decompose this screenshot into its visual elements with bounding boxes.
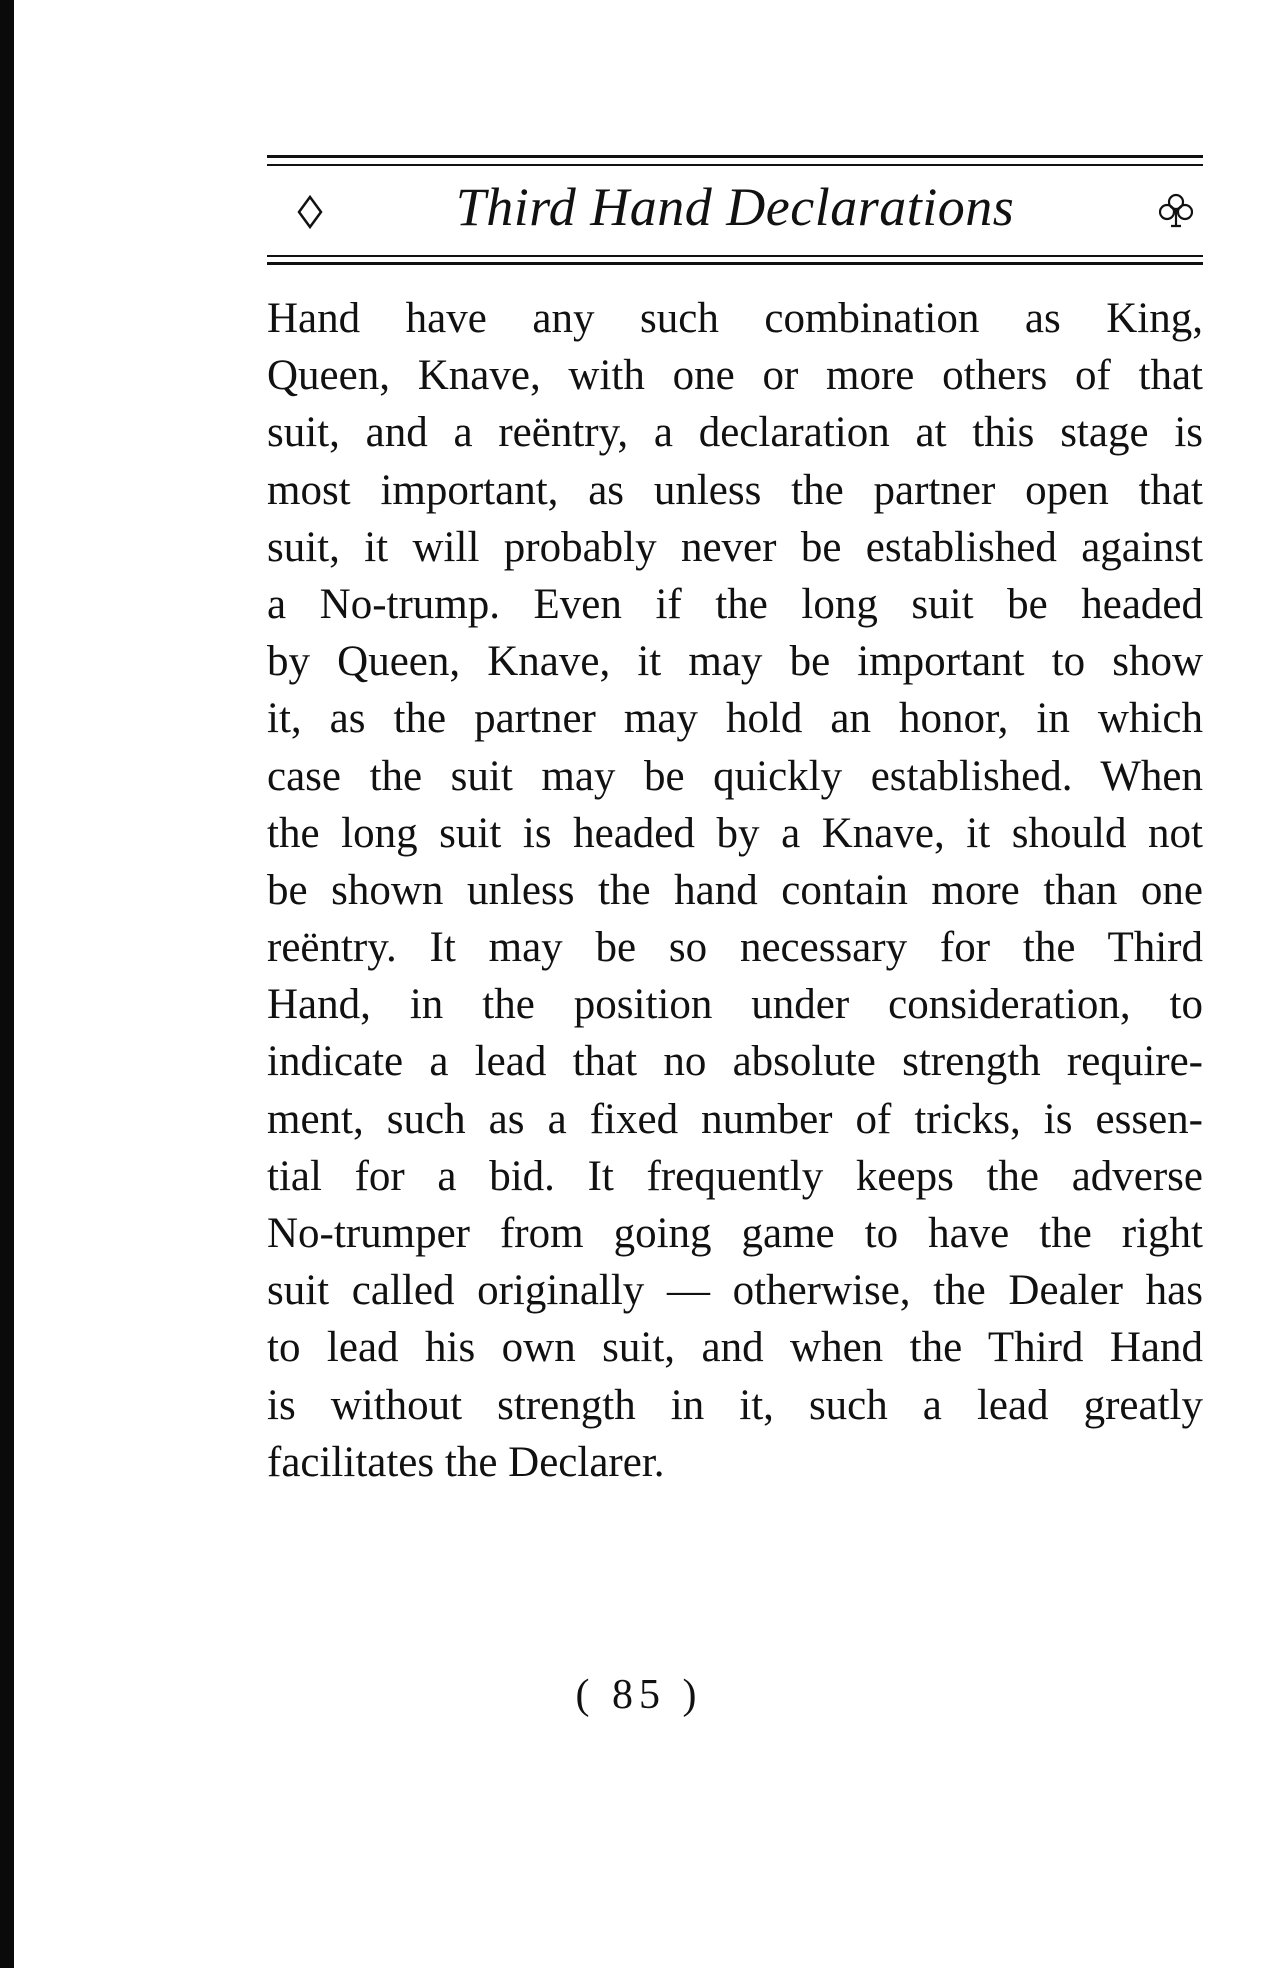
text-line: a No-trump. Even if the long suit be headed: [267, 580, 1203, 628]
text-line: by Queen, Knave, it may be important to show: [267, 638, 1203, 686]
header-rule-top-thin: [267, 164, 1203, 166]
text-line: facilitates the Declarer.: [267, 1438, 665, 1486]
text-line: tial for a bid. It frequently keeps the adverse: [267, 1152, 1203, 1200]
running-title: Third Hand Declarations: [455, 177, 1015, 237]
text-line: suit, it will probably never be established against: [267, 523, 1203, 571]
text-line: ment, such as a fixed number of tricks, is essen-: [267, 1095, 1203, 1143]
header-rule-top: [267, 155, 1203, 158]
text-line: indicate a lead that no absolute strength require-: [267, 1038, 1203, 1086]
text-line: to lead his own suit, and when the Third Hand: [267, 1324, 1203, 1372]
text-line: the long suit is headed by a Knave, it should not: [267, 809, 1203, 857]
text-line: No-trumper from going game to have the right: [267, 1210, 1203, 1257]
text-line: suit, and a reëntry, a declaration at this stage is: [267, 409, 1203, 457]
text-line: most important, as unless the partner open that: [267, 466, 1203, 514]
header-rule-bottom: [267, 262, 1203, 265]
text-line: it, as the partner may hold an honor, in which: [267, 695, 1203, 743]
text-line: case the suit may be quickly established. When: [267, 752, 1203, 800]
header-rule-bottom-thin: [267, 255, 1203, 257]
text-line: suit called originally — otherwise, the Dealer has: [267, 1267, 1203, 1315]
text-line: be shown unless the hand contain more than one: [267, 866, 1203, 914]
text-line: is without strength in it, such a lead greatly: [267, 1381, 1203, 1429]
text-line: reëntry. It may be so necessary for the Third: [267, 924, 1203, 972]
club-suit-icon: [1159, 193, 1193, 229]
header-row: [267, 175, 1203, 245]
page-number: ( 85 ): [575, 1672, 703, 1718]
text-line: Hand have any such combination as King,: [267, 295, 1203, 342]
body-paragraph: [267, 290, 1203, 1491]
text-line: Hand, in the position under consideration, to: [267, 981, 1203, 1029]
text-line: Queen, Knave, with one or more others of that: [267, 352, 1203, 400]
